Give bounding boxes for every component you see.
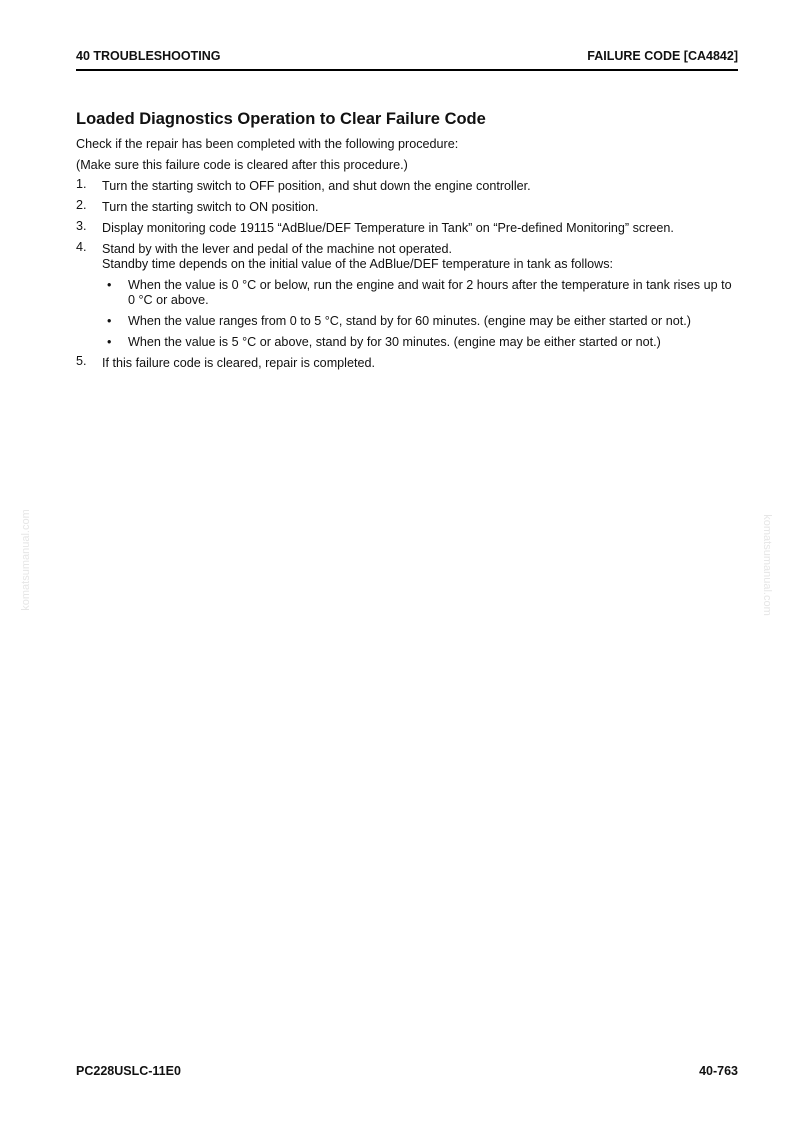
step-3 bbox=[76, 221, 740, 236]
model-number: PC228USLC-11E0 bbox=[76, 1064, 181, 1078]
step-5 bbox=[76, 356, 740, 371]
step-number: 1. bbox=[76, 177, 87, 191]
bullet-list bbox=[102, 278, 740, 350]
bullet-text: When the value is 5 °C or above, stand by for 30 minutes. (engine may be either started or not.) bbox=[128, 335, 661, 349]
watermark-left: komatsumanual.com bbox=[20, 509, 32, 611]
step-text: Display monitoring code 19115 “AdBlue/DEF Temperature in Tank” on “Pre-defined Monitoring” screen. bbox=[102, 221, 674, 235]
section-title: 40 TROUBLESHOOTING bbox=[76, 49, 221, 63]
watermark-right: komatsumanual.com bbox=[761, 514, 773, 616]
procedure-title: Loaded Diagnostics Operation to Clear Failure Code bbox=[76, 110, 486, 128]
bullet-item bbox=[102, 314, 740, 329]
step-4 bbox=[76, 242, 740, 350]
step-text-continued: Standby time depends on the initial value of the AdBlue/DEF temperature in tank as follows: bbox=[102, 257, 614, 271]
step-text: Stand by with the lever and pedal of the machine not operated. bbox=[102, 242, 453, 256]
intro-line-1: Check if the repair has been completed with the following procedure: bbox=[76, 137, 459, 151]
intro-line-2: (Make sure this failure code is cleared after this procedure.) bbox=[76, 158, 408, 172]
step-1 bbox=[76, 179, 740, 194]
bullet-text: When the value is 0 °C or below, run the engine and wait for 2 hours after the temperature in tank rises up to 0 °C or above. bbox=[128, 278, 732, 307]
step-number: 4. bbox=[76, 240, 87, 254]
step-number: 2. bbox=[76, 198, 87, 212]
page-number: 40-763 bbox=[699, 1064, 738, 1078]
main-content bbox=[76, 109, 740, 377]
page-header bbox=[76, 49, 738, 71]
step-text: If this failure code is cleared, repair is completed. bbox=[102, 356, 375, 370]
bullet-item bbox=[102, 335, 740, 350]
bullet-text: When the value ranges from 0 to 5 °C, stand by for 60 minutes. (engine may be either started or not.) bbox=[128, 314, 691, 328]
step-text: Turn the starting switch to ON position. bbox=[102, 200, 319, 214]
step-number: 3. bbox=[76, 219, 87, 233]
step-text: Turn the starting switch to OFF position, and shut down the engine controller. bbox=[102, 179, 531, 193]
step-number: 5. bbox=[76, 354, 87, 368]
step-2 bbox=[76, 200, 740, 215]
bullet-icon: • bbox=[107, 314, 112, 328]
bullet-icon: • bbox=[107, 335, 112, 349]
bullet-item bbox=[102, 278, 740, 308]
bullet-icon: • bbox=[107, 278, 112, 292]
failure-code-title: FAILURE CODE [CA4842] bbox=[587, 49, 738, 63]
